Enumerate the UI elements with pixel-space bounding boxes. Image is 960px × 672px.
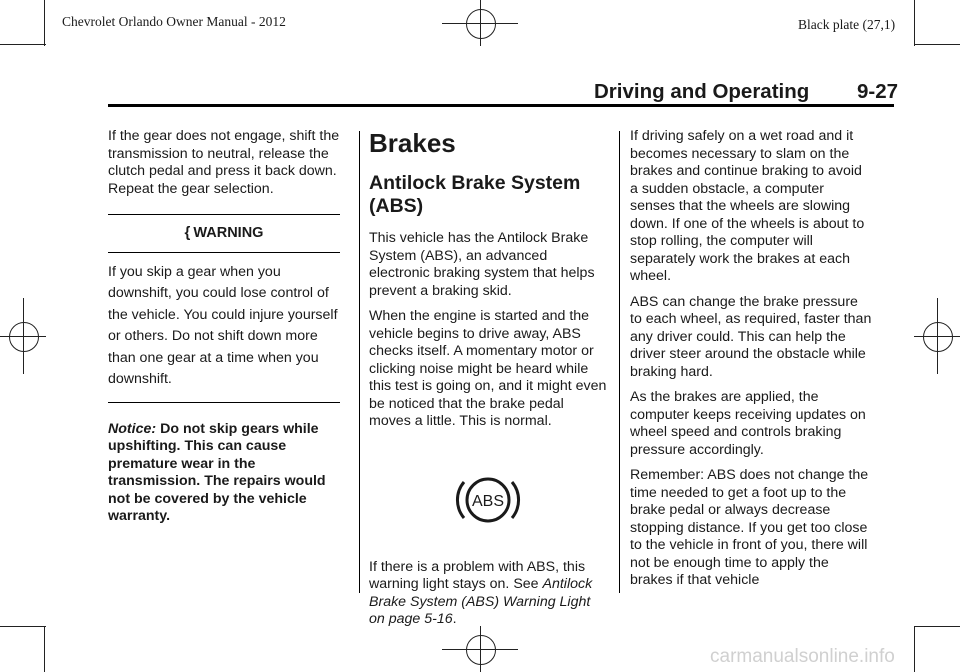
warning-text: If you skip a gear when you downshift, you could lose control of the vehicle. You could injure yourself or others. Do not shift down more than one gear at a time when you downshift. bbox=[108, 263, 338, 387]
warning-icon: { bbox=[184, 224, 191, 241]
column-3 bbox=[630, 128, 872, 598]
abs-paragraph-6: As the brakes are applied, the computer keeps receiving updates on wheel speed and controls braking pressure accordingly. bbox=[630, 389, 866, 458]
abs-paragraph-3-lead: If there is a problem with ABS, this warning light stays on. See bbox=[369, 558, 586, 592]
abs-symbol-area bbox=[369, 439, 607, 559]
notice-paragraph bbox=[108, 421, 340, 526]
abs-paragraph-3-end: . bbox=[452, 611, 457, 627]
column-2 bbox=[369, 128, 607, 637]
column-divider bbox=[359, 131, 360, 593]
cross-reference-link[interactable]: Antilock Brake System (ABS) Warning Light on page 5-16 bbox=[369, 576, 593, 627]
warning-title: WARNING bbox=[193, 225, 264, 241]
abs-paragraph-4: If driving safely on a wet road and it becomes necessary to slam on the brakes and continue braking to avoid a sudden obstacle, a computer senses that the wheels are slowing down. If one of the wheels is about to stop rolling, the computer will separately work the brakes at each wheel. bbox=[630, 128, 865, 284]
plate-label: Black plate (27,1) bbox=[798, 17, 896, 32]
abs-warning-icon bbox=[454, 474, 522, 526]
heading-abs: Antilock Brake System (ABS) bbox=[369, 172, 581, 217]
abs-paragraph-7: Remember: ABS does not change the time needed to get a foot up to the brake pedal or always decrease stopping distance. If you get too close to the vehicle in front of you, there will not be enough time to apply the brakes if that vehicle bbox=[630, 467, 869, 588]
warning-header bbox=[108, 215, 340, 253]
intro-paragraph: If the gear does not engage, shift the transmission to neutral, release the clutch pedal and press it back down. Repeat the gear selection. bbox=[108, 128, 340, 197]
abs-symbol-text: ABS bbox=[471, 492, 505, 510]
header-rule bbox=[108, 104, 894, 107]
abs-paragraph-1: This vehicle has the Antilock Brake System (ABS), an advanced electronic braking system that helps prevent a braking skid. bbox=[369, 230, 595, 299]
notice-label: Notice: bbox=[108, 420, 157, 437]
watermark: carmanualsonline.info bbox=[710, 646, 895, 667]
notice-text: Do not skip gears while upshifting. This can cause premature wear in the transmission. The repairs would not be covered by the vehicle warranty. bbox=[108, 420, 326, 524]
abs-paragraph-5: ABS can change the brake pressure to each wheel, as required, faster than any driver could. This can help the driver steer around the obstacle while braking hard. bbox=[630, 293, 872, 380]
manual-title: Chevrolet Orlando Owner Manual - 2012 bbox=[62, 14, 286, 29]
abs-paragraph-3 bbox=[369, 559, 607, 629]
abs-paragraph-2: When the engine is started and the vehicle begins to drive away, ABS checks itself. A momentary motor or clicking noise might be heard while this test is going on, and it might even be noticed that the brake pedal moves a little. This is normal. bbox=[369, 308, 607, 429]
column-divider bbox=[619, 131, 620, 593]
column-1 bbox=[108, 128, 340, 534]
heading-brakes: Brakes bbox=[369, 128, 456, 158]
warning-box bbox=[108, 214, 340, 403]
page-number: 9-27 bbox=[856, 80, 898, 103]
section-title: Driving and Operating bbox=[594, 80, 810, 103]
